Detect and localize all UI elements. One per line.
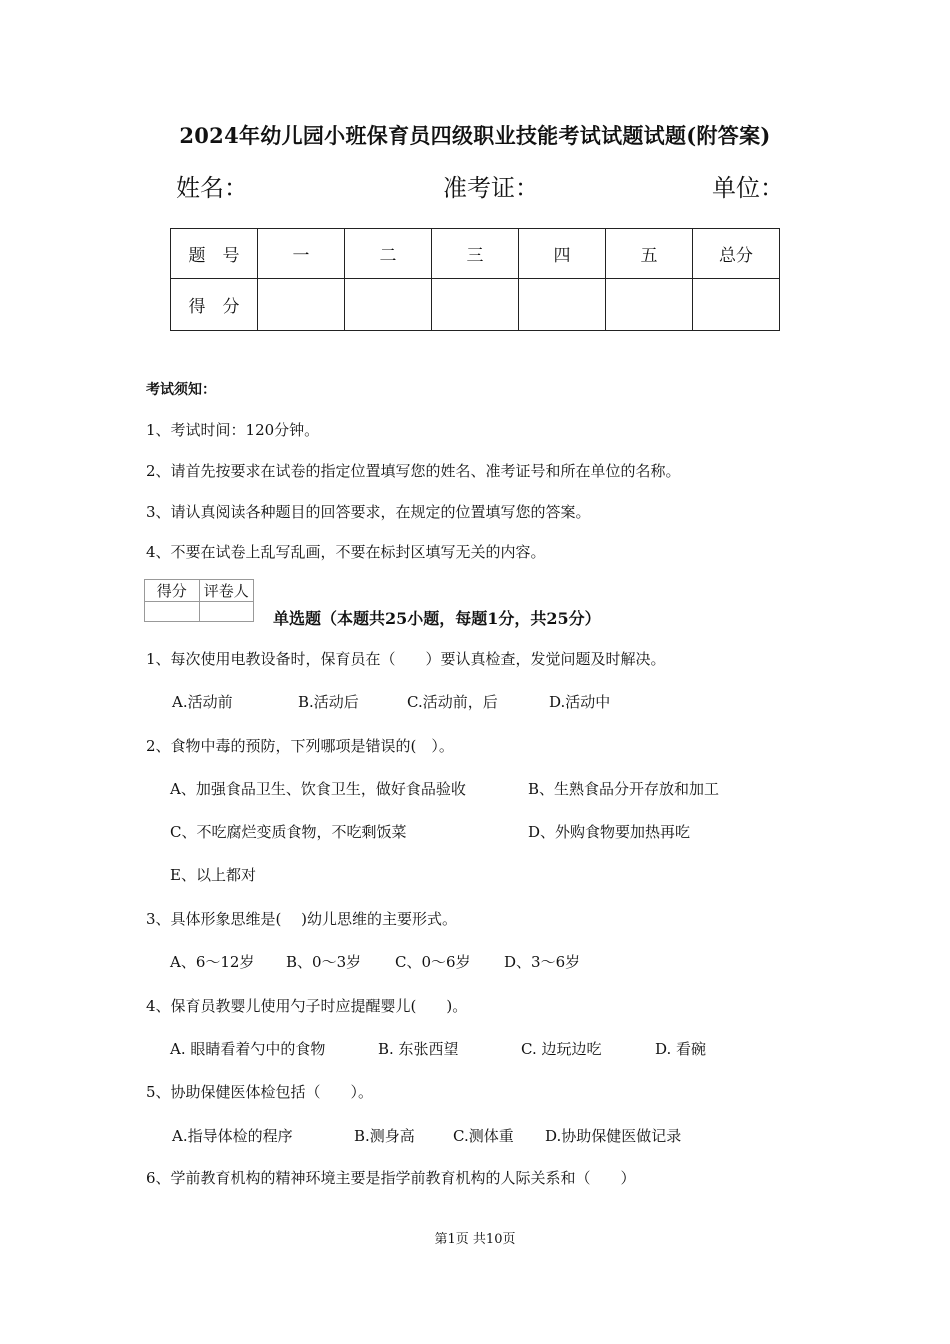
answer-option: A. 眼睛看着勺中的食物 (170, 1040, 326, 1058)
answer-option: B.活动后 (298, 693, 359, 711)
score-table-header-cell: 题 号 (171, 229, 258, 279)
score-table-header-cell: 一 (258, 229, 345, 279)
notice-item: 4、不要在试卷上乱写乱画，不要在标封区填写无关的内容。 (146, 543, 546, 561)
answer-option: B.测身高 (354, 1127, 415, 1145)
score-table-header-row (171, 229, 780, 279)
grader-box-score-cell[interactable] (145, 602, 200, 622)
question-stem: 2、食物中毒的预防，下列哪项是错误的( ）。 (146, 737, 454, 755)
score-table-score-row (171, 279, 780, 331)
answer-option: C.活动前，后 (407, 693, 498, 711)
answer-option: B、生熟食品分开存放和加工 (528, 780, 720, 798)
notice-item: 2、请首先按要求在试卷的指定位置填写您的姓名、准考证号和所在单位的名称。 (146, 462, 681, 480)
question-stem: 1、每次使用电教设备时，保育员在（ ）要认真检查，发觉问题及时解决。 (146, 650, 666, 668)
grader-box-grader-label: 评卷人 (199, 580, 254, 602)
question-stem: 6、学前教育机构的精神环境主要是指学前教育机构的人际关系和（ ） (146, 1169, 636, 1187)
answer-option: D、外购食物要加热再吃 (528, 823, 691, 841)
answer-option: D.协助保健医做记录 (545, 1127, 682, 1145)
score-row-label: 得 分 (171, 279, 258, 331)
grader-box (144, 579, 254, 622)
section-title: 单选题（本题共25小题，每题1分，共25分） (273, 609, 601, 628)
score-cell[interactable] (693, 279, 780, 331)
page-number: 第1页 共10页 (434, 1232, 516, 1247)
answer-option: D、3～6岁 (504, 953, 581, 971)
answer-option: D. 看碗 (655, 1040, 707, 1058)
answer-option: C.测体重 (453, 1127, 514, 1145)
score-table-header-cell: 二 (345, 229, 432, 279)
question-stem: 4、保育员教婴儿使用勺子时应提醒婴儿( )。 (146, 997, 468, 1015)
answer-option: B、0～3岁 (286, 953, 362, 971)
name-field-label: 姓名： (176, 174, 248, 202)
answer-option: A、6～12岁 (170, 953, 255, 971)
answer-option: C. 边玩边吃 (521, 1040, 602, 1058)
score-table-header-cell: 四 (519, 229, 606, 279)
score-cell[interactable] (606, 279, 693, 331)
answer-option: E、以上都对 (170, 866, 256, 884)
notice-item: 3、请认真阅读各种题目的回答要求，在规定的位置填写您的答案。 (146, 503, 591, 521)
score-table (170, 228, 780, 331)
answer-option: D.活动中 (549, 693, 611, 711)
answer-option: A.指导体检的程序 (172, 1127, 293, 1145)
notice-item: 1、考试时间：120分钟。 (146, 421, 320, 439)
answer-option: B. 东张西望 (378, 1040, 459, 1058)
document-title: 2024年幼儿园小班保育员四级职业技能考试试题试题(附答案) (179, 123, 771, 148)
score-table-header-cell: 总分 (693, 229, 780, 279)
question-stem: 5、协助保健医体检包括（ ）。 (146, 1083, 374, 1101)
answer-option: A.活动前 (172, 693, 233, 711)
grader-box-grader-cell[interactable] (199, 602, 254, 622)
score-table-header-cell: 五 (606, 229, 693, 279)
answer-option: C、0～6岁 (395, 953, 471, 971)
unit-field-label: 单位： (712, 174, 784, 202)
score-cell[interactable] (345, 279, 432, 331)
score-cell[interactable] (258, 279, 345, 331)
notice-heading: 考试须知： (146, 382, 216, 398)
exam-id-field-label: 准考证： (443, 174, 539, 202)
grader-box-score-label: 得分 (145, 580, 200, 602)
score-cell[interactable] (519, 279, 606, 331)
score-cell[interactable] (432, 279, 519, 331)
question-stem: 3、具体形象思维是( )幼儿思维的主要形式。 (146, 910, 458, 928)
answer-option: A、加强食品卫生、饮食卫生，做好食品验收 (170, 780, 466, 798)
score-table-header-cell: 三 (432, 229, 519, 279)
answer-option: C、不吃腐烂变质食物，不吃剩饭菜 (170, 823, 407, 841)
